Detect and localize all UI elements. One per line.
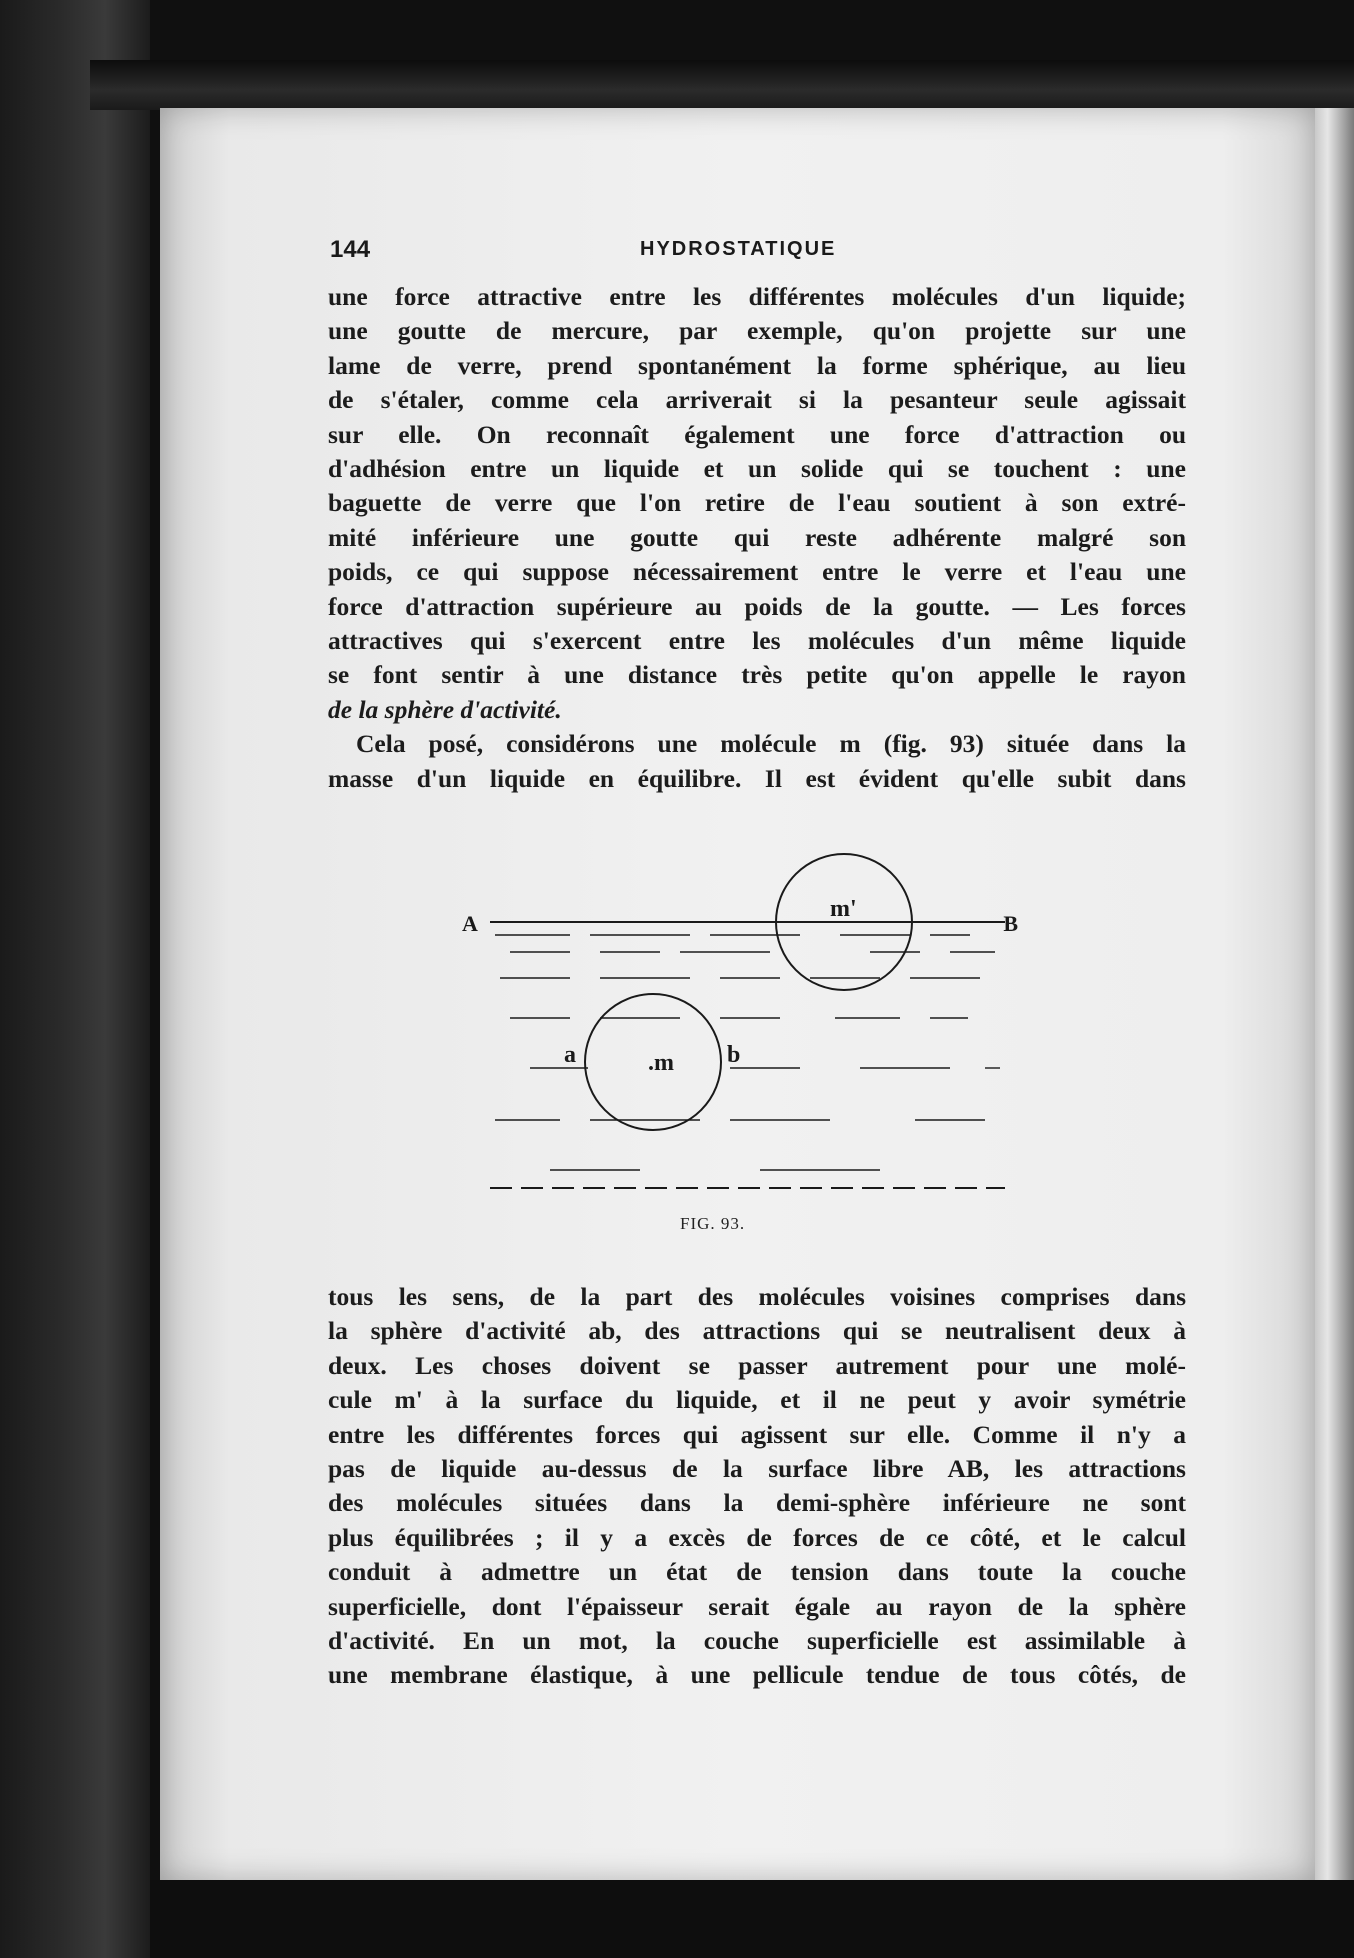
label-a-upper: A	[462, 911, 478, 936]
label-m-prime: m'	[830, 896, 857, 922]
text-line: cule m' à la surface du liquide, et il ne peut y avoir symétrie	[328, 1385, 1186, 1415]
text-line: pas de liquide au-dessus de la surface libre AB, les attractions	[328, 1454, 1186, 1484]
text-line: lame de verre, prend spontanément la forme sphérique, au lieu	[328, 350, 1186, 380]
text-line: de s'étaler, comme cela arriverait si la pesanteur seule agissait	[328, 385, 1186, 415]
text-line: se font sentir à une distance très petite qu'on appelle le rayon	[328, 660, 1186, 690]
scan-left-margin	[0, 0, 150, 1958]
text-line: entre les différentes forces qui agissent sur elle. Comme il n'y a	[328, 1419, 1186, 1449]
liquid-molecules-diagram	[440, 840, 1020, 1200]
text-line: conduit à admettre un état de tension dans toute la couche	[328, 1557, 1186, 1587]
text-line: masse d'un liquide en équilibre. Il est évident qu'elle subit dans	[328, 763, 1186, 793]
text-line: attractives qui s'exercent entre les molécules d'un même liquide	[328, 626, 1186, 656]
label-m: .m	[648, 1050, 674, 1076]
text-line: de la sphère d'activité.	[328, 694, 562, 724]
text-line: deux. Les choses doivent se passer autrement pour une molé-	[328, 1350, 1186, 1380]
text-line: force d'attraction supérieure au poids de la goutte. — Les forces	[328, 591, 1186, 621]
text-line: tous les sens, de la part des molécules voisines comprises dans	[328, 1282, 1186, 1311]
label-b-upper: B	[1003, 911, 1018, 936]
paragraph-3	[328, 1280, 1186, 1693]
text-line: Cela posé, considérons une molécule m (fig. 93) située dans la	[356, 729, 1186, 759]
text-line: sur elle. On reconnaît également une force d'attraction ou	[328, 419, 1186, 449]
text-line: d'activité. En un mot, la couche superficielle est assimilable à	[328, 1626, 1186, 1656]
figure-caption: FIG. 93.	[680, 1214, 746, 1233]
text-line: poids, ce qui suppose nécessairement entre le verre et l'eau une	[328, 557, 1186, 587]
paragraph-1	[328, 280, 1186, 796]
page-header	[330, 236, 1180, 266]
figure-93	[440, 840, 1020, 1200]
text-line: la sphère d'activité ab, des attractions qui se neutralisent deux à	[328, 1316, 1186, 1346]
scan-top-margin	[90, 60, 1354, 110]
text-line: baguette de verre que l'on retire de l'eau soutient à son extré-	[328, 488, 1186, 518]
text-line: une force attractive entre les différentes molécules d'un liquide;	[328, 282, 1186, 311]
text-line: une membrane élastique, à une pellicule tendue de tous côtés, de	[328, 1660, 1186, 1690]
scan-right-margin	[1310, 108, 1354, 1908]
label-a: a	[564, 1042, 576, 1068]
text-line: superficielle, dont l'épaisseur serait égale au rayon de la sphère	[328, 1591, 1186, 1621]
running-title: HYDROSTATIQUE	[640, 238, 837, 260]
page-number: 144	[330, 236, 371, 263]
text-line: des molécules situées dans la demi-sphère inférieure ne sont	[328, 1488, 1186, 1518]
text-line: plus équilibrées ; il y a excès de forces de ce côté, et le calcul	[328, 1522, 1186, 1552]
text-line: une goutte de mercure, par exemple, qu'on projette sur une	[328, 316, 1186, 346]
label-b: b	[727, 1042, 741, 1068]
text-line: d'adhésion entre un liquide et un solide qui se touchent : une	[328, 454, 1186, 484]
text-line: mité inférieure une goutte qui reste adhérente malgré son	[328, 522, 1186, 552]
scan-bottom-margin	[150, 1880, 1354, 1958]
